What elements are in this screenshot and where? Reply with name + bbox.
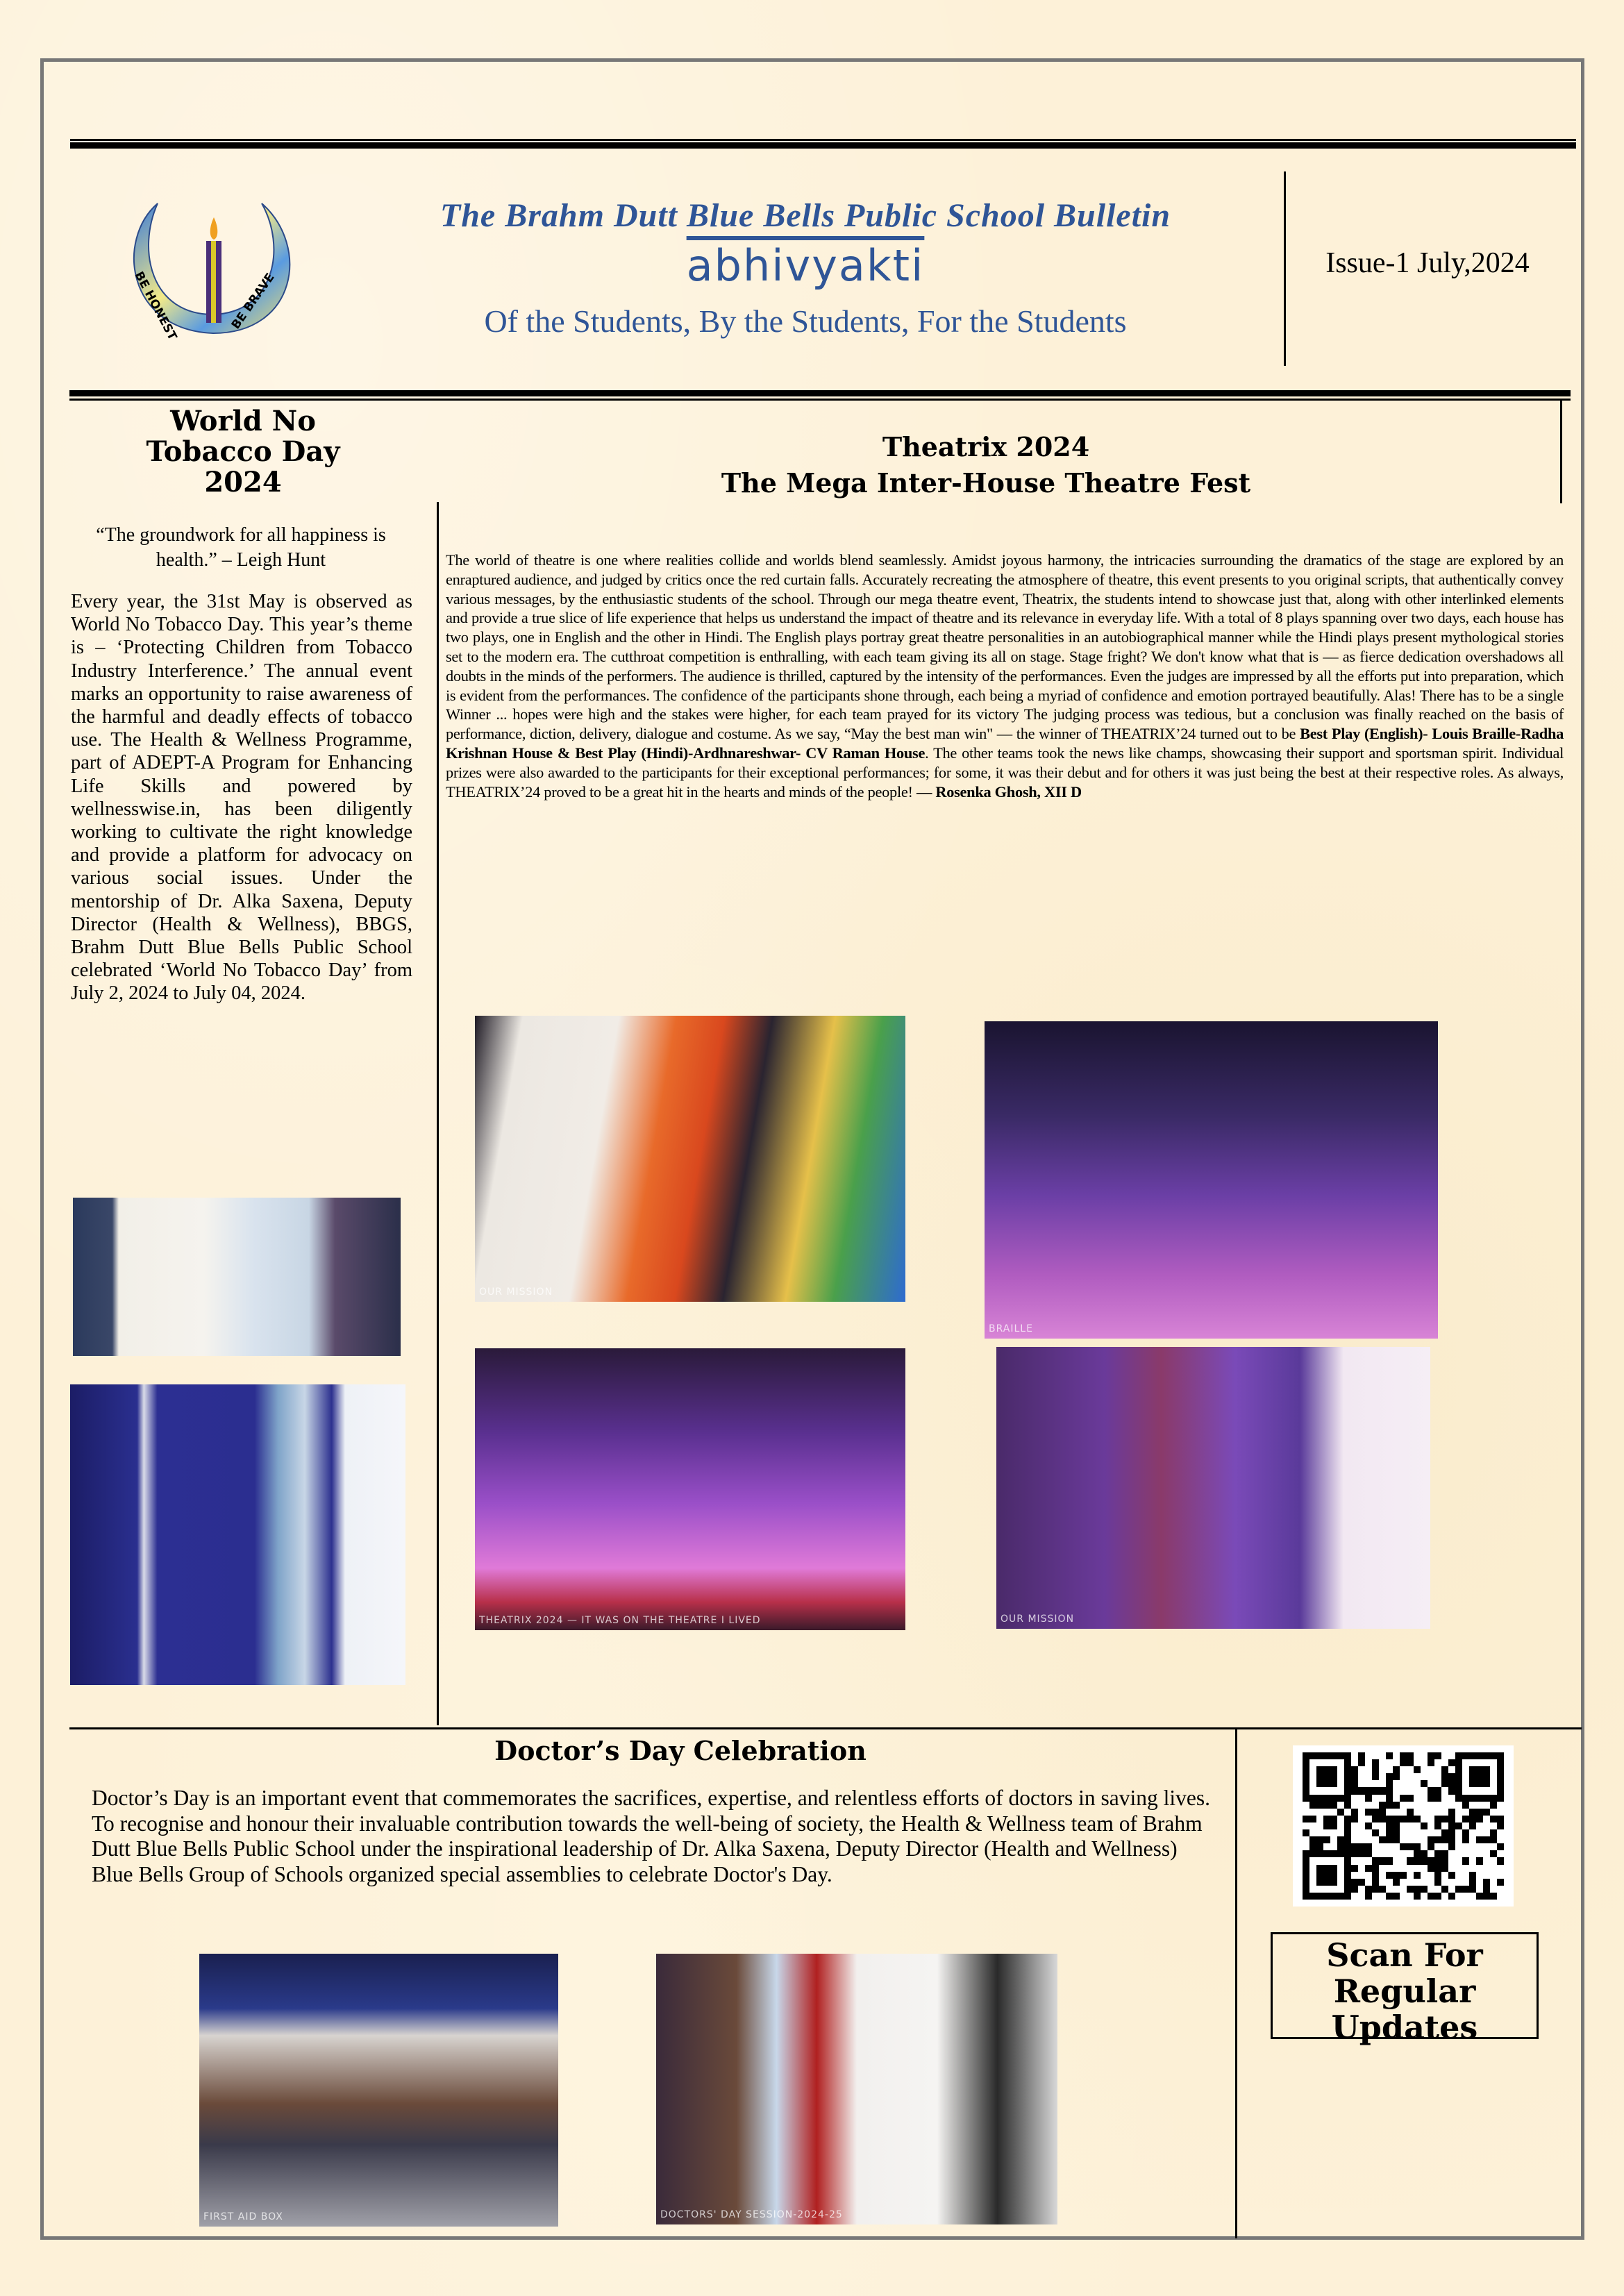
qr-code-pattern xyxy=(1303,1752,1504,1900)
header-bottom-rule xyxy=(69,399,1571,401)
svg-text:BE BRAVE: BE BRAVE xyxy=(228,270,278,332)
header-top-rule xyxy=(70,139,1576,141)
header-top-rule-thick xyxy=(70,142,1576,149)
header-divider xyxy=(1284,171,1286,366)
world-no-tobacco-day-body: Every year, the 31st May is observed as World No Tobacco Day. This year’s theme is – ‘Protecting Children from Tobacco Industry Interference.’ The annual event marks an opportunity to raise awareness of the harmful and deadly effects of tobacco use. The Health & Wellness Programme, part of ADEPT-A Program for Enhancing Life Skills and powered by wellnesswise.in, has been diligently working to cultivate the right knowledge and provide a platform for advocacy on various social issues. Under the mentorship of Dr. Alka Saxena, Deputy Director (Health & Wellness), BBGS, Brahm Dutt Blue Bells Public School celebrated ‘World No Tobacco Day’ from July 2, 2024 to July 04, 2024. xyxy=(71,591,412,1005)
theatrix-subtitle: The Mega Inter-House Theatre Fest xyxy=(721,467,1251,498)
school-logo xyxy=(119,191,303,344)
bulletin-school-title: The Brahm Dutt Blue Bells Public School Bulletin xyxy=(440,197,1171,234)
photo-caption: DOCTORS' DAY SESSION-2024-25 xyxy=(660,2209,843,2220)
issue-label: Issue-1 July,2024 xyxy=(1325,247,1530,279)
theatrix-heading xyxy=(486,429,1486,501)
theatrix-body-text-2: . The other teams took the news like champs, showcasing their support and sportsman spirit. Individual prizes were also awarded to the participants for their exceptional performances; for some, it was their debut and for others it was just being the best at their respective roles. As always, THEATRIX’24 proved to be a great hit in the hearts and minds of the people! xyxy=(446,744,1564,801)
qr-divider xyxy=(1235,1729,1237,2238)
photo-first-aid-presentation xyxy=(199,1954,558,2227)
world-no-tobacco-day-title xyxy=(69,406,417,498)
column-divider xyxy=(437,502,439,1725)
theatrix-winners: Best Play (English)- Louis Braille-Radha Krishnan House & Best Play (Hindi)-Ardhnareshwar- CV Raman House xyxy=(446,725,1564,762)
bulletin-tagline: Of the Students, By the Students, For the Students xyxy=(484,303,1127,339)
scan-label-line: Regular xyxy=(1333,1972,1476,2010)
photo-theatrix-braille-play xyxy=(985,1021,1438,1339)
scan-label-line: Updates xyxy=(1331,2009,1478,2046)
photo-student-speech xyxy=(70,1384,405,1685)
theatrix-title: Theatrix 2024 xyxy=(882,431,1090,462)
health-quote: “The groundwork for all happiness is health.” – Leigh Hunt xyxy=(96,524,386,571)
theatrix-body-text: The world of theatre is one where realities collide and worlds blend seamlessly. Amidst joyous harmony, the intricacies surrounding the dramatics of the stage are explored by an enraptured audience, and judged by critics once the red curtain falls. Accurately recreating the atmosphere of theatre, this event presents to you original scripts, that authentically convey various messages, by the enthusiastic students of the school. Through our mega theatre event, Theatrix, the students intend to showcase just that, along with other interlinked elements and provide a true slice of life experience that helps us understand the impact of theatre and its relevance in everyday life. With a total of 8 plays spanning over two days, each house has two plays, one in English and the other in Hindi. The English plays portray great theatre personalities in an autobiographical manner while the Hindi plays present mythological stories set to the modern era. The cutthroat competition is enthralling, with each team giving its all on stage. Stage fright? We don't know what that is — as fierce dedication overshadows all doubts in the minds of the performers. The audience is thrilled, captured by the intensity of the performances. Even the judges are impressed by all the efforts put into preparation, which is evident from the performances. The confidence of the participants shone through, each being a myriad of confidence and emotion portrayed beautifully. Alas! There has to be a single Winner ... hopes were high and the stakes were higher, for each team prayed for its victory The judging process was tedious, but a conclusion was finally reached on the basis of performance, diction, delivery, dialogue and costume. As we say, “May the best man win" — the winner of THEATRIX’24 turned out to be xyxy=(446,551,1564,743)
photo-signature-campaign xyxy=(73,1198,401,1356)
svg-text:BE HONEST: BE HONEST xyxy=(131,269,180,343)
theatrix-author: — Rosenka Ghosh, XII D xyxy=(916,782,1082,801)
photo-caption: OUR MISSION xyxy=(1001,1614,1075,1625)
title-line: 2024 xyxy=(204,466,282,498)
theatrix-body xyxy=(446,551,1564,801)
title-line: Tobacco Day xyxy=(146,435,340,468)
photo-theatrix-mythological-play xyxy=(475,1016,905,1302)
photo-caption: OUR MISSION xyxy=(479,1287,553,1298)
photo-theatrix-solo xyxy=(996,1347,1430,1629)
scan-for-updates-label xyxy=(1271,1932,1539,2046)
doctors-day-title: Doctor’s Day Celebration xyxy=(494,1735,867,1766)
photo-caption: BRAILLE xyxy=(989,1323,1033,1334)
photo-theatrix-dance xyxy=(475,1348,905,1630)
theatrix-right-divider xyxy=(1560,399,1562,503)
photo-doctors-day-speaker xyxy=(656,1954,1057,2224)
bulletin-name: abhivyakti xyxy=(686,240,925,291)
photo-caption: FIRST AID BOX xyxy=(203,2211,283,2222)
doctors-day-body: Doctor’s Day is an important event that commemorates the sacrifices, expertise, and relentless efforts of doctors in saving lives. To recognise and honour their invaluable contribution towards the well-being of society, the Health & Wellness team of Brahm Dutt Blue Bells Public School under the inspirational leadership of Dr. Alka Saxena, Deputy Director (Health and Wellness) Blue Bells Group of Schools organized special assemblies to celebrate Doctor's Day. xyxy=(92,1786,1210,1886)
title-line: World No xyxy=(170,405,316,437)
header-bottom-rule-thick xyxy=(69,390,1571,396)
candle-crescent-logo-icon xyxy=(119,191,303,344)
scan-label-line: Scan For xyxy=(1326,1936,1483,1974)
photo-caption: THEATRIX 2024 — IT WAS ON THE THEATRE I LIVED xyxy=(479,1615,761,1626)
qr-code-icon[interactable] xyxy=(1293,1745,1514,1907)
